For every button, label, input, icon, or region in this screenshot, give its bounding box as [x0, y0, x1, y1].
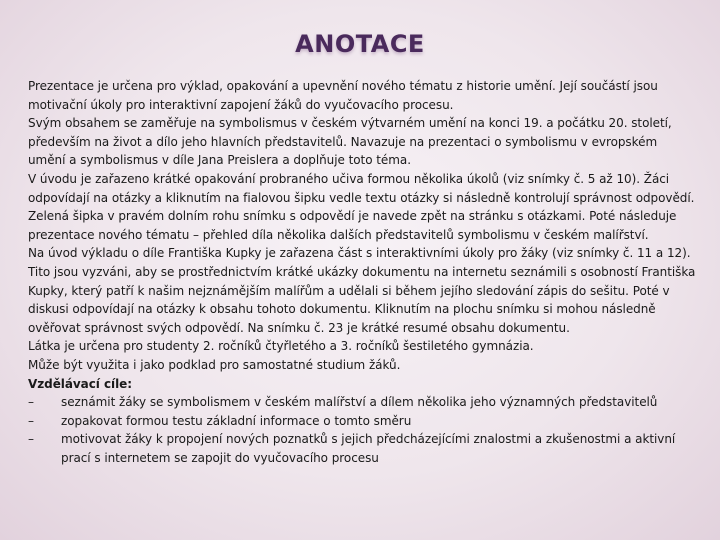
goal-item — [28, 412, 698, 431]
paragraph-intro: Prezentace je určena pro výklad, opakování a upevnění nového tématu z historie umění. Její součástí jsou motivační úkoly pro interaktivní zapojení žáků do vyučovacího procesu. — [28, 79, 658, 112]
dash-bullet: – — [28, 395, 34, 410]
goal-text: seznámit žáky se symbolismem v českém malířství a dílem několika jeho významných představitelů — [61, 395, 658, 410]
slide-title: ANOTACE — [295, 30, 425, 58]
paragraph-kupka-tasks: Na úvod výkladu o díle Františka Kupky je zařazena část s interaktivními úkoly pro žáky (viz snímky č. 11 a 12). Tito jsou vyzváni, aby se prostřednictvím krátké ukázky dokumentu na internetu seznámili s osobností Františka Kupky, který patří k našim nejznámějším malířům a udělali si během jejího sledování zápis do sešitu. Poté v diskusi odpovídají na otázky k obsahu tohoto dokumentu. Kliknutím na plochu snímku si mohou následně ověřovat správnost svých odpovědí. Na snímku č. 23 je krátké resumé obsahu dokumentu. — [28, 246, 696, 335]
dash-bullet: – — [28, 413, 34, 428]
paragraph-self-study: Může být využita i jako podklad pro samostatné studium žáků. — [28, 357, 401, 372]
goal-text: zopakovat formou testu základní informace o tomto směru — [61, 413, 412, 428]
goal-item — [28, 393, 698, 412]
dash-bullet: – — [28, 432, 34, 447]
annotation-body — [28, 77, 698, 467]
paragraph-content-focus: Svým obsahem se zaměřuje na symbolismus v českém výtvarném umění na konci 19. a počátku 20. století, především na život a dílo jeho hlavních představitelů. Navazuje na prezentaci o symbolismu v evropském umění a symbolismus v díle Jana Preislera a doplňuje toto téma. — [28, 116, 672, 168]
goal-item — [28, 430, 698, 467]
goals-heading: Vzdělávací cíle: — [28, 376, 133, 391]
paragraph-review-tasks: V úvodu je zařazeno krátké opakování probraného učiva formou několika úkolů (viz snímky č. 5 až 10). Žáci odpovídají na otázky a kliknutím na fialovou šipku vedle textu otázky si následně kontrolují správnost odpovědí. Zelená šipka v pravém dolním rohu snímku s odpovědí je navede zpět na stránku s otázkami. Poté následuje prezentace nového tématu – přehled díla několika dalších představitelů symbolismu v českém malířství. — [28, 171, 695, 242]
goal-text: motivovat žáky k propojení nových poznatků s jejich předcházejícími znalostmi a zkušenostmi a aktivní prací s internetem se zapojit do vyučovacího procesu — [61, 432, 676, 465]
paragraph-target-students: Látka je určena pro studenty 2. ročníků čtyřletého a 3. ročníků šestiletého gymnázia. — [28, 339, 534, 354]
